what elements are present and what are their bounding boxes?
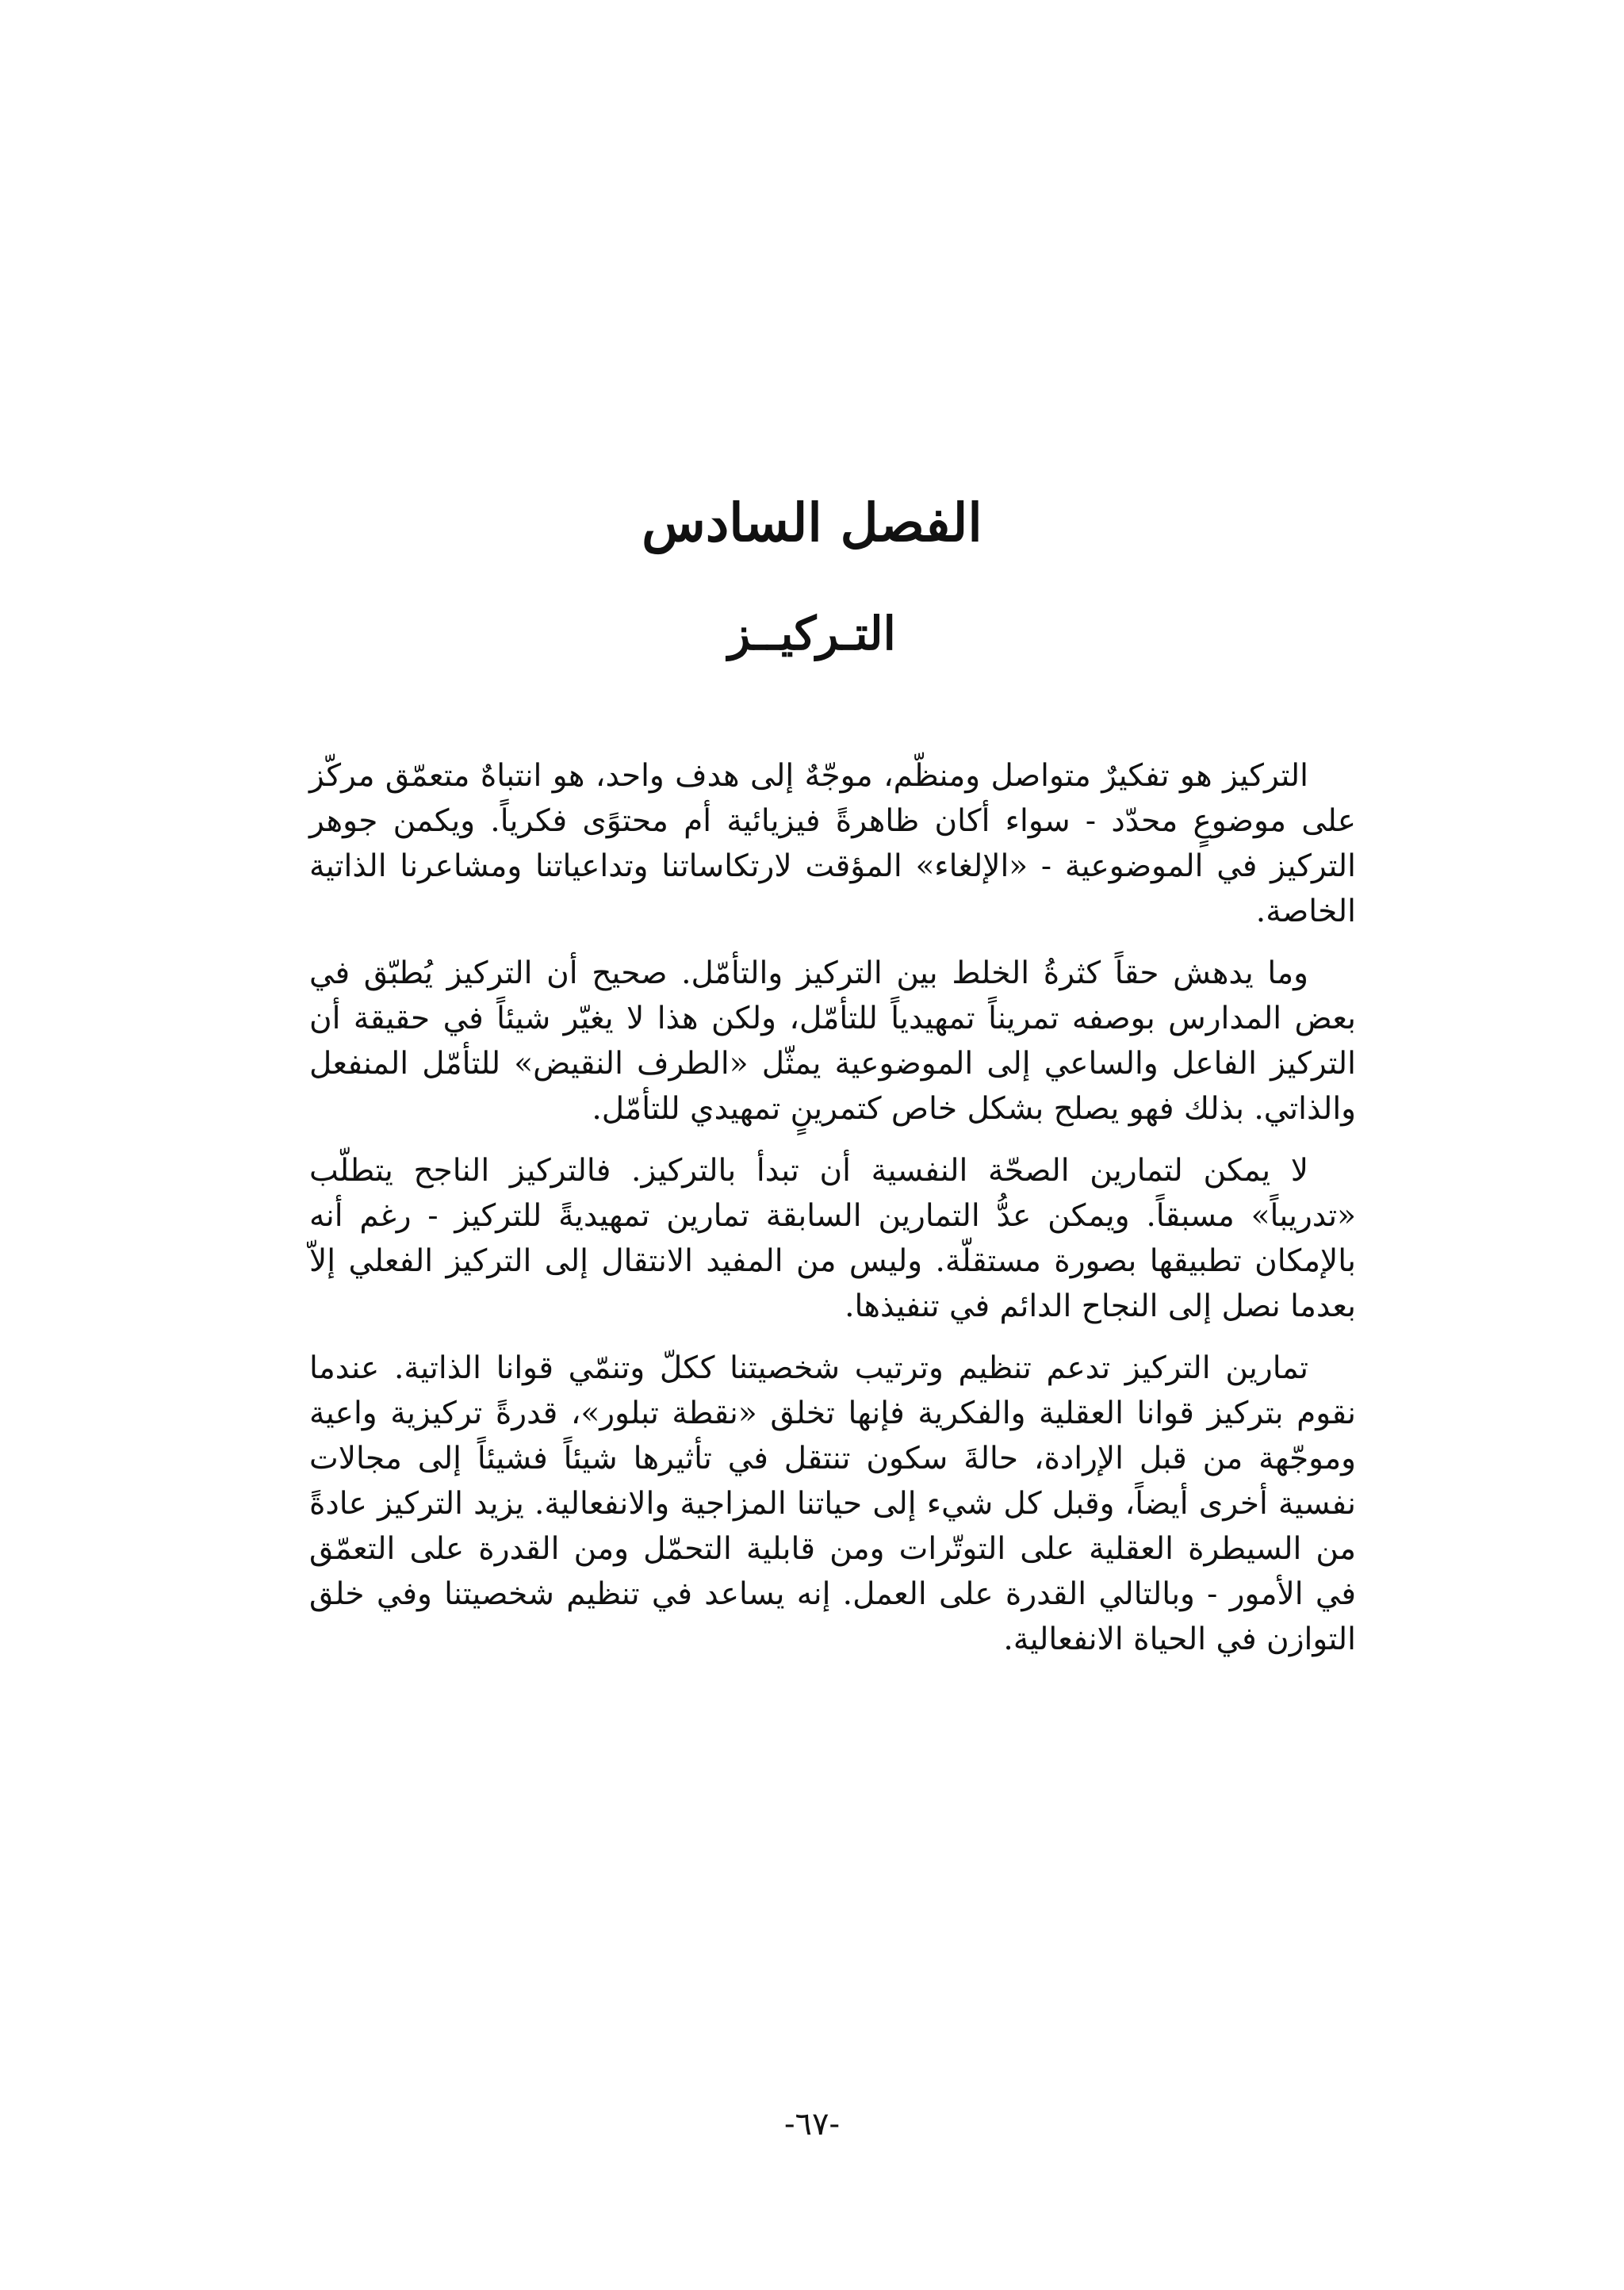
body-text <box>309 753 1356 1679</box>
paragraph: وما يدهش حقاً كثرةُ الخلط بين التركيز والتأمّل. صحيح أن التركيز يُطبّق في بعض المدارس بوصفه تمريناً تمهيدياً للتأمّل، ولكن هذا لا يغيّر شيئاً في حقيقة أن التركيز الفاعل والساعي إلى الموضوعية يمثّل «الطرف النقيض» للتأمّل المنفعل والذاتي. بذلك فهو يصلح بشكل خاص كتمرينٍ تمهيدي للتأمّل. <box>309 955 1356 1127</box>
paragraph: تمارين التركيز تدعم تنظيم وترتيب شخصيتنا ككلّ وتنمّي قوانا الذاتية. عندما نقوم بتركيز قوانا العقلية والفكرية فإنها تخلق «نقطة تبلور»، قدرةً تركيزية واعية وموجّهة من قبل الإرادة، حالةَ سكون تنتقل في تأثيرها شيئاً فشيئاً إلى مجالات نفسية أخرى أيضاً، وقبل كل شيء إلى حياتنا المزاجية والانفعالية. يزيد التركيز عادةً من السيطرة العقلية على التوتّرات ومن قابلية التحمّل ومن القدرة على التعمّق في الأمور - وبالتالي القدرة على العمل. إنه يساعد في تنظيم شخصيتنا وفي خلق التوازن في الحياة الانفعالية. <box>309 1350 1356 1657</box>
page-number: -٦٧- <box>784 2106 840 2143</box>
paragraph: لا يمكن لتمارين الصحّة النفسية أن تبدأ بالتركيز. فالتركيز الناجح يتطلّب «تدريباً» مسبقاً. ويمكن عدُّ التمارين السابقة تمارين تمهيديةً للتركيز - رغم أنه بالإمكان تطبيقها بصورة مستقلّة. وليس من المفيد الانتقال إلى التركيز الفعلي إلاّ بعدما نصل إلى النجاح الدائم في تنفيذها. <box>309 1153 1356 1324</box>
section-title: التـركيــز <box>728 607 896 661</box>
paragraph: التركيز هو تفكيرٌ متواصل ومنظّم، موجّهٌ إلى هدف واحد، هو انتباهٌ متعمّق مركّز على موضوعٍ محدّد - سواء أكان ظاهرةً فيزيائية أم محتوًى فكرياً. ويكمن جوهر التركيز في الموضوعية - «الإلغاء» المؤقت لارتكاساتنا وتداعياتنا ومشاعرنا الذاتية الخاصة. <box>309 758 1356 929</box>
chapter-title: الفصل السادس <box>642 492 982 553</box>
